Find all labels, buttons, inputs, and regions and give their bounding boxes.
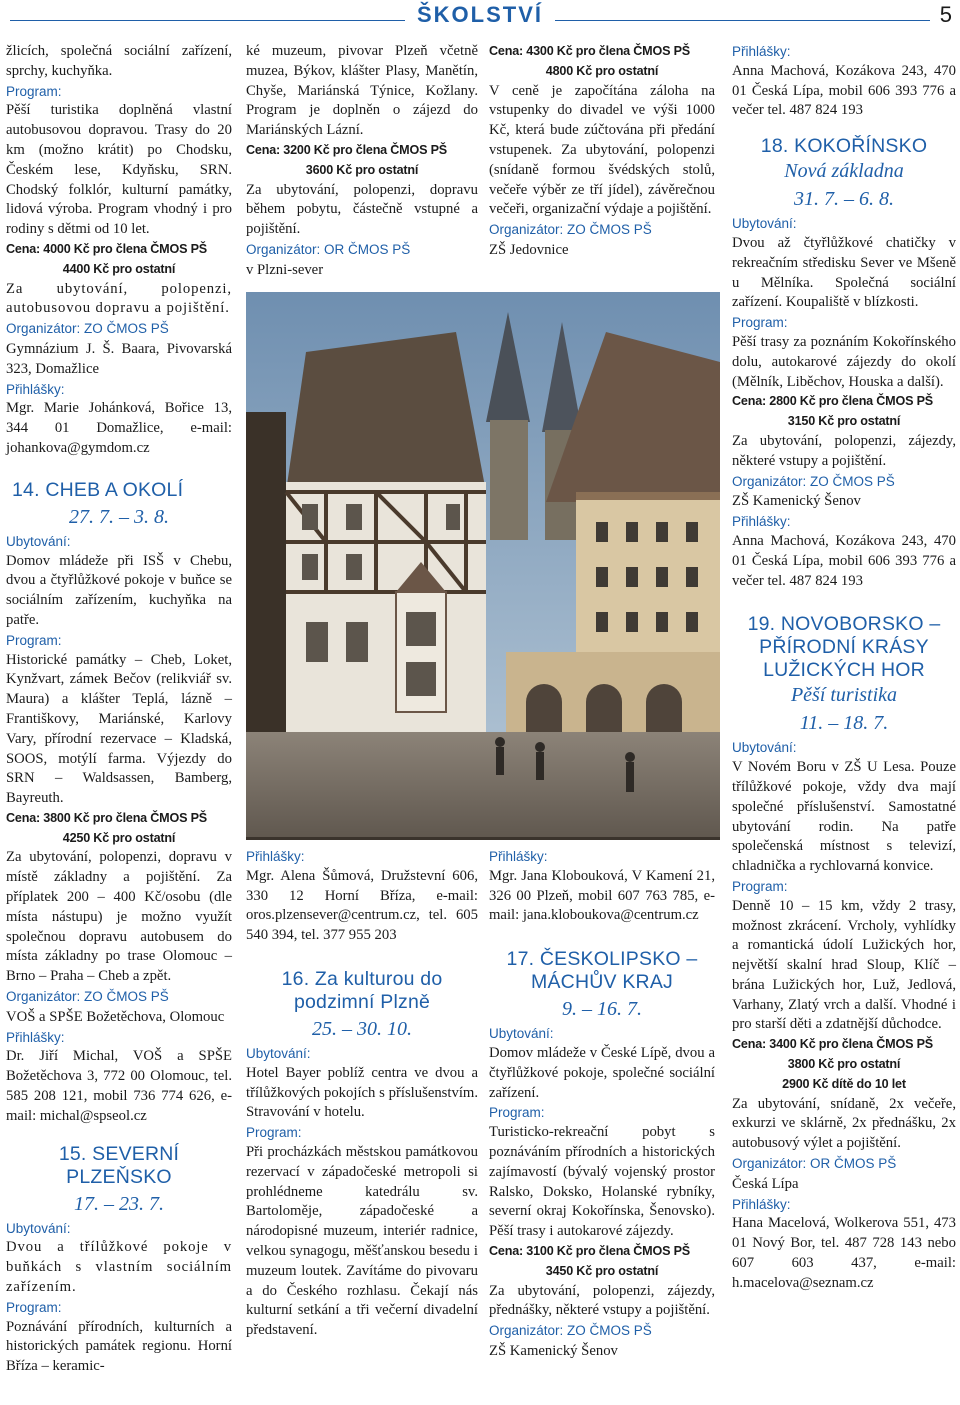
accommodation-text: Dvou až čtyřlůžkové chatičky v rekreačním středisku Sever ve Mšeně u Mělníka. Společná sociální zařízení. Koupaliště v blízkosti. [732,234,956,311]
accommodation-text: Domov mládeže při ISŠ v Chebu, dvou a čtyřlůžkové pokoje v buňce se sociálním zařízením, kuchyňka na patře. [6,552,232,628]
price-member: Cena: 3200 Kč pro člena ČMOS PŠ [246,142,447,157]
price-note: Za ubytování, polopenzi, dopravu v místě základny a pojištění. Za příplatek 200 – 400 Kč/osobu (dle místa nástupu) je možno využít společnou dopravu autobusem do místa základny po trase Olomouc – Brno – Praha – Cheb a zpět. [6,849,232,985]
organizer [489,1321,715,1342]
program-label: Program: [732,878,788,894]
price-member: Cena: 4000 Kč pro člena ČMOS PŠ [6,241,207,256]
price-other: 3800 Kč pro ostatní [787,1057,901,1072]
section-15-title: 15. SEVERNÍ PLZEŇSKO [58,1142,180,1188]
program-text: Historické památky – Cheb, Loket, Kynžvart, zámek Bečov (relikviář sv. Maura) a klášter Teplá, lázně – Františkovy, Mariánské, Karlovy Vary, přírodní rezervace – Kladská, SOOS, motýlí farma. Výjezdy do SRN – Waldsassen, Bamberg, Bayreuth. [6,651,232,807]
organizer [246,240,478,261]
accommodation-text: Domov mládeže v České Lípě, dvou a čtyřlůžkové pokoje, společné sociální zařízení. [489,1044,715,1101]
program-label: Program: [6,1299,62,1315]
price-other: 4250 Kč pro ostatní [62,830,176,845]
price-other: 3450 Kč pro ostatní [545,1263,659,1278]
registration-label: Přihlášky: [6,381,65,397]
registration-label: Přihlášky: [732,44,791,59]
accommodation-label: Ubytování: [246,1045,311,1061]
organizer-text: ZŠ Kamenický Šenov [732,493,861,510]
section-title: ŠKOLSTVÍ [405,0,555,32]
accommodation-label: Ubytování: [489,1026,554,1042]
section-15-date: 17. – 23. 7. [74,1192,164,1215]
registration-label: Přihlášky: [732,1196,791,1212]
organizer-text: Gymnázium J. Š. Baara, Pivovarská 323, Domažlice [6,340,232,377]
column-3-top [489,42,715,261]
price-other: 4400 Kč pro ostatní [62,261,176,276]
organizer-label: Organizátor: [732,473,807,489]
price-note: Za ubytování, snídaně, 2x večeře, exkurzi ve sklárně, 2x přednášku, 2x autobusový výlet a pojištění. [732,1095,956,1152]
page-header [0,0,960,34]
price-member: Cena: 3400 Kč pro člena ČMOS PŠ [732,1037,933,1052]
section-19-title: 19. NOVOBORSKO – PŘÍRODNÍ KRÁSY LUŽICKÝCH HOR [747,613,941,682]
column-2-bottom [246,847,478,1341]
registration-text: Mgr. Jana Klobouková, V Kamení 21, 326 00 Plzeň, mobil 607 763 785, e-mail: jana.kloboukova@centrum.cz [489,867,715,924]
accommodation-text: Dvou a třílůžkové pokoje v buňkách s vlastním sociálním zařízením. [6,1239,232,1296]
organizer [732,472,956,493]
program-text-continued: ké muzeum, pivovar Plzeň včetně muzea, Býkov, klášter Plasy, Manětín, Chyše, Mariánská Týnice, Kožlany. Program je doplněn o zájezd do Mariánských Lázní. [246,43,478,139]
program-label: Program: [732,315,788,331]
organizer-value: ZO ČMOS PŠ [566,222,652,238]
organizer-text: VOŠ a SPŠE Božetěchova, Olomouc [6,1008,225,1025]
program-text: Pěší trasy za poznáním Kokořínského dolu, autokarové zájezdy do okolí (Mělník, Liběchov, Houska a další). [732,333,956,390]
section-19-subtitle: Pěší turistika [790,684,898,707]
cheb-town-photo [246,292,720,840]
program-label: Program: [489,1105,545,1121]
price-note: V ceně je započítána záloha na vstupenky do divadel ve výši 1000 Kč, která bude zúčtována při předání vstupenek. Za ubytování, polopenzi (snídaně formou švédských stolů, večeře výběr ze tří jídel), závěrečnou večeři, organizační výdaje a pojištění. [489,82,715,218]
registration-label: Přihlášky: [489,849,548,864]
price-member: Cena: 3800 Kč pro člena ČMOS PŠ [6,810,207,825]
program-label: Program: [246,1125,302,1141]
program-label: Program: [6,83,62,99]
organizer-label: Organizátor: [732,1156,807,1172]
program-text: Turisticko-rekreační pobyt s poznáváním přírodních a historických zajímavostí (bývalý vojenský prostor Ralsko, Doksko, Holanské rybníky, severní okraj Kokořínska, Šenovsko). Pěší trasy i autokarové zájezdy. [489,1124,715,1240]
organizer-text: Česká Lípa [732,1175,799,1192]
section-18-date: 31. 7. – 6. 8. [794,188,894,211]
accommodation-label: Ubytování: [6,533,71,549]
registration-label: Přihlášky: [246,849,305,864]
organizer-value: ZO ČMOS PŠ [566,1323,652,1339]
section-18-title: 18. KOKOŘÍNSKO [760,135,928,158]
program-label: Program: [6,632,62,648]
column-1 [6,42,232,1377]
price-note: Za ubytování, polopenzi, zájezdy, některé vstupy a pojištění. [732,432,956,469]
column-2-top [246,42,478,281]
price-member: Cena: 4300 Kč pro člena ČMOS PŠ [489,44,690,58]
section-18-subtitle: Nová základna [784,160,904,183]
price-member: Cena: 2800 Kč pro člena ČMOS PŠ [732,394,933,409]
column-4 [732,42,956,1294]
price-other: 3600 Kč pro ostatní [305,162,419,177]
organizer-value: ZO ČMOS PŠ [809,473,895,489]
accommodation-text: V Novém Boru v ZŠ U Lesa. Pouze třílůžkové pokoje, vždy dva mají společné příslušenství. Samostatné ubytování rodin. Na patře společenská místnost s televizí, chladnička a rychlovarná konvice. [732,759,956,875]
organizer-label: Organizátor: [6,989,81,1005]
organizer [489,220,715,241]
registration-text: Mgr. Alena Šůmová, Družstevní 606, 330 12 Horní Bříza, e-mail: oros.plzensever@centrum.cz, tel. 605 540 394, tel. 377 955 203 [246,867,478,944]
organizer-label: Organizátor: [489,222,564,238]
organizer-value: ZO ČMOS PŠ [83,321,169,337]
section-19-date: 11. – 18. 7. [799,712,889,735]
program-text: Poznávání přírodních, kulturních a historických památek regionu. Horní Bříza – keramic- [6,1318,232,1375]
organizer-label: Organizátor: [489,1323,564,1339]
price-note: Za ubytování, polopenzi, dopravu během pobytu, částečně vstupné a pojištění. [246,181,478,238]
price-note: Za ubytování, polopenzi, autobusovou dopravu a pojištění. [6,280,232,317]
price-other: 3150 Kč pro ostatní [787,414,901,429]
organizer [732,1154,956,1175]
registration-text: Mgr. Marie Johánková, Bořice 13, 344 01 Domažlice, e-mail: johankova@gymdom.cz [6,400,232,456]
organizer-text: ZŠ Kamenický Šenov [489,1342,618,1359]
page-number: 5 [930,0,952,32]
registration-text: Anna Machová, Kozákova 243, 470 01 Česká Lípa, mobil 606 393 776 a večer tel. 487 824 193 [732,532,956,589]
registration-label: Přihlášky: [6,1029,65,1045]
accommodation-label: Ubytování: [732,216,797,232]
price-child: 2900 Kč dítě do 10 let [782,1076,906,1091]
section-16-date: 25. – 30. 10. [312,1017,412,1040]
accommodation-label: Ubytování: [732,740,797,756]
organizer [6,319,232,340]
registration-text: Hana Macelová, Wolkerova 551, 473 01 Nový Bor, tel. 487 728 143 nebo 607 603 437, e-mail: h.macelova@seznam.cz [732,1215,956,1291]
program-text: Pěší turistika doplněná vlastní autobusovou dopravou. Trasy do 20 km (možno krátit) po Chodsku, Českém lese, Kdyňsku, SRN. Chodský folklór, kulturní památky, lidová výroba. Program vhodný i pro rodiny s dětmi od 10 let. [6,102,232,238]
organizer-text: v Plzni-sever [246,261,324,278]
program-text: Denně 10 – 15 km, vždy 2 trasy, možnost zkrácení. Vrcholy, vyhlídky a romantická údolí Lužických hor, největší skalní hrad Sloup, Klíč – brána Lužických hor, Luž, Jedlová, Varhany, Zlatý vrch a další. Vhodné i pro starší děti a zdatnější důchodce. [732,897,956,1033]
registration-text: Dr. Jiří Michal, VOŠ a SPŠE Božetěchova 3, 772 00 Olomouc, tel. 585 208 121, mobil 736 774 626, e-mail: michal@spseol.cz [6,1048,232,1124]
intro-text: žlicích, společná sociální zařízení, sprchy, kuchyňka. [6,43,232,79]
column-3-bottom [489,847,715,1362]
price-member: Cena: 3100 Kč pro člena ČMOS PŠ [489,1243,690,1258]
program-text: Při procházkách městskou památkovou rezervací v západočeské metropoli si prohlédneme katedrálu sv. Bartoloměje, západočeské a národopisné muzeum, interiér radnice, velkou synagogu, měšťanskou besedu i muzeum loutek. Zavítáme do pivovaru a do Českého rozhlasu. Čekají nás kulturní setkání a tři večerní divadelní představení. [246,1143,478,1339]
organizer-label: Organizátor: [6,321,81,337]
accommodation-text: Hotel Bayer poblíž centra ve dvou a třílůžkových pokojích s příslušenstvím. Stravování v hotelu. [246,1064,478,1121]
registration-text: Anna Machová, Kozákova 243, 470 01 Česká Lípa, mobil 606 393 776 a večer tel. 487 824 193 [732,62,956,119]
organizer-label: Organizátor: [246,241,321,257]
registration-label: Přihlášky: [732,514,791,530]
accommodation-label: Ubytování: [6,1220,71,1236]
organizer-value: ZO ČMOS PŠ [83,989,169,1005]
section-14-title: 14. CHEB A OKOLÍ [12,478,184,501]
section-14-date: 27. 7. – 3. 8. [69,505,169,528]
section-17-title: 17. ČESKOLIPSKO – MÁCHŮV KRAJ [506,948,698,994]
organizer-value: OR ČMOS PŠ [809,1156,897,1172]
section-17-date: 9. – 16. 7. [562,998,642,1021]
organizer-value: OR ČMOS PŠ [323,241,411,257]
organizer [6,987,232,1008]
section-16-title: 16. Za kulturou do podzimní Plzně [281,967,443,1013]
organizer-text: ZŠ Jedovnice [489,241,569,258]
price-other: 4800 Kč pro ostatní [545,63,659,78]
price-note: Za ubytování, polopenzi, zájezdy, přednášky, některé vstupy a pojištění. [489,1282,715,1319]
